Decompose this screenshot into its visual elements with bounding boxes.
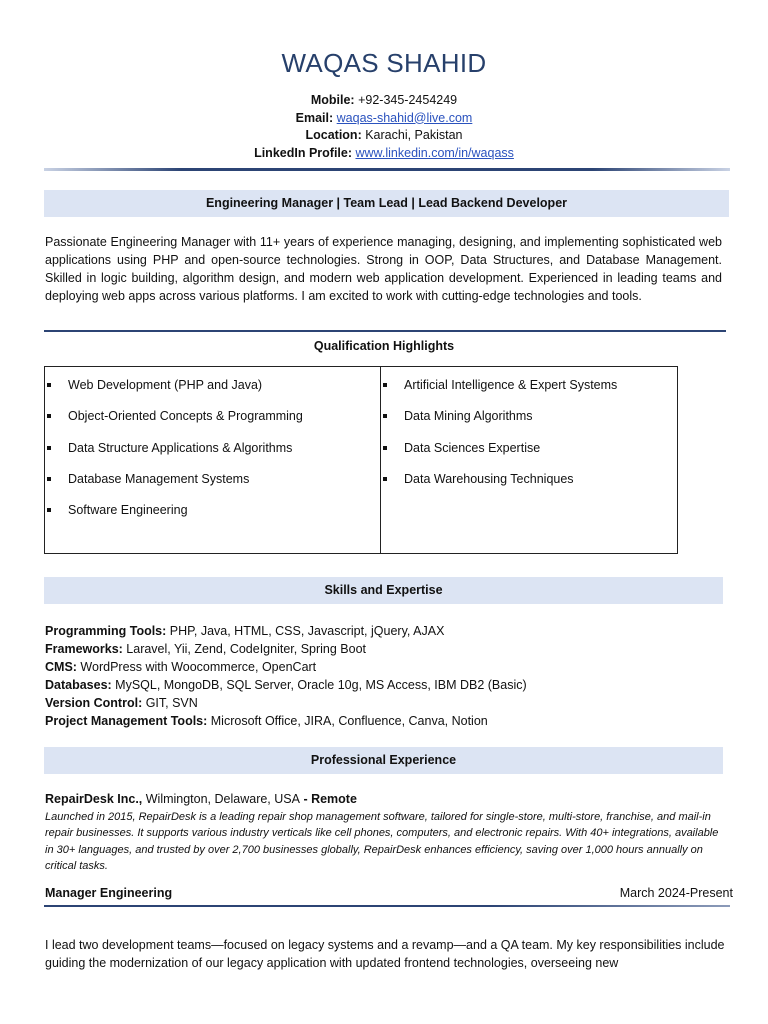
qualifications-title: Qualification Highlights — [313, 339, 455, 353]
list-item-text: Object-Oriented Concepts & Programming — [68, 409, 303, 424]
skills-list — [45, 622, 527, 730]
company-location: Wilmington, Delaware, USA — [142, 792, 300, 806]
skill-value: GIT, SVN — [142, 696, 198, 710]
list-item — [45, 470, 380, 501]
square-bullet-icon — [383, 414, 387, 418]
work-mode: - Remote — [299, 792, 357, 806]
candidate-name: WAQAS SHAHID — [281, 48, 487, 78]
contact-linkedin — [0, 145, 768, 163]
square-bullet-icon — [47, 446, 51, 450]
mobile-value: +92-345-2454249 — [358, 93, 458, 107]
skill-value: MySQL, MongoDB, SQL Server, Oracle 10g, MS Access, IBM DB2 (Basic) — [111, 678, 527, 692]
skill-row — [45, 622, 527, 640]
square-bullet-icon — [47, 508, 51, 512]
list-item-text: Database Management Systems — [68, 471, 250, 486]
list-item-text: Data Structure Applications & Algorithms — [68, 440, 293, 455]
list-item-text: Software Engineering — [68, 503, 188, 518]
job-date: March 2024-Present — [619, 886, 733, 900]
skills-band: Skills and Expertise — [44, 577, 723, 604]
linkedin-link[interactable]: www.linkedin.com/in/waqass — [355, 145, 514, 160]
list-item — [45, 501, 380, 532]
skill-row — [45, 676, 527, 694]
square-bullet-icon — [47, 477, 51, 481]
list-item — [381, 407, 677, 438]
list-item — [381, 470, 677, 501]
contact-location — [0, 127, 768, 145]
qualifications-right-column — [381, 367, 677, 553]
list-item-text: Data Warehousing Techniques — [404, 471, 574, 486]
list-item — [45, 407, 380, 438]
contact-mobile — [0, 92, 768, 110]
list-item-text: Artificial Intelligence & Expert Systems — [404, 378, 618, 392]
list-item-text: Data Mining Algorithms — [404, 409, 533, 424]
headline-band: Engineering Manager | Team Lead | Lead Backend Developer — [44, 190, 729, 217]
skill-value: Microsoft Office, JIRA, Confluence, Canva, Notion — [207, 714, 488, 728]
summary-paragraph: Passionate Engineering Manager with 11+ years of experience managing, designing, and implementing sophisticated web applications using PHP and open-source technologies. Strong in OOP, Data Structures, and Database Management. Skilled in logic building, algorithm design, and modern web application development. Experienced in leading teams and deploying web apps across various platforms. I am excited to work with cutting-edge technologies and tools. — [45, 235, 722, 303]
company-description: Launched in 2015, RepairDesk is a leading repair shop management software, tailored for single-store, multi-store, franchise, and mail-in repair businesses. It supports various industry verticals like cell phones, computers, and electronic repairs. With 40+ integrations, available in 30+ languages, and trusted by over 2,700 businesses globally, RepairDesk enhances efficiency, saving over 1,000 hours annually on critical tasks. — [45, 811, 719, 872]
location-label: Location: — [305, 128, 362, 142]
summary-divider — [44, 330, 726, 332]
skill-value: WordPress with Woocommerce, OpenCart — [76, 660, 317, 674]
contact-email — [0, 110, 768, 128]
job-title: Manager Engineering — [45, 886, 173, 900]
skill-value: PHP, Java, HTML, CSS, Javascript, jQuery, AJAX — [166, 624, 445, 638]
list-item — [381, 439, 677, 470]
skill-label: Databases: — [45, 678, 112, 692]
qualifications-table — [44, 366, 678, 554]
company-line — [45, 792, 357, 806]
skill-label: Frameworks: — [45, 642, 123, 656]
skill-row — [45, 712, 527, 730]
location-value: Karachi, Pakistan — [365, 128, 463, 142]
square-bullet-icon — [383, 477, 387, 481]
skill-label: Version Control: — [45, 696, 143, 710]
job-description: I lead two development teams—focused on legacy systems and a revamp—and a QA team. My key responsibilities include guiding the modernization of our legacy application with updated frontend technologies, overseeing new — [45, 938, 725, 970]
square-bullet-icon — [383, 383, 387, 387]
skill-label: Programming Tools: — [45, 624, 167, 638]
email-link[interactable]: waqas-shahid@live.com — [336, 110, 473, 125]
list-item — [381, 376, 677, 407]
skill-row — [45, 640, 527, 658]
list-item — [45, 376, 380, 407]
header-divider — [44, 168, 730, 171]
linkedin-label: LinkedIn Profile: — [254, 145, 353, 160]
mobile-label: Mobile: — [310, 93, 355, 107]
list-item — [45, 439, 380, 470]
square-bullet-icon — [47, 383, 51, 387]
experience-band: Professional Experience — [44, 747, 723, 774]
skill-label: Project Management Tools: — [45, 714, 208, 728]
qualifications-left-column — [45, 367, 381, 553]
email-label: Email: — [295, 110, 334, 125]
square-bullet-icon — [47, 414, 51, 418]
list-item-text: Web Development (PHP and Java) — [68, 378, 263, 392]
skill-label: CMS: — [45, 660, 77, 674]
company-name: RepairDesk Inc., — [45, 792, 143, 806]
contact-block — [0, 92, 768, 162]
list-item-text: Data Sciences Expertise — [404, 440, 541, 455]
skill-value: Laravel, Yii, Zend, CodeIgniter, Spring Boot — [122, 642, 367, 656]
skill-row — [45, 658, 527, 676]
job-divider — [44, 905, 730, 907]
skill-row — [45, 694, 527, 712]
square-bullet-icon — [383, 446, 387, 450]
